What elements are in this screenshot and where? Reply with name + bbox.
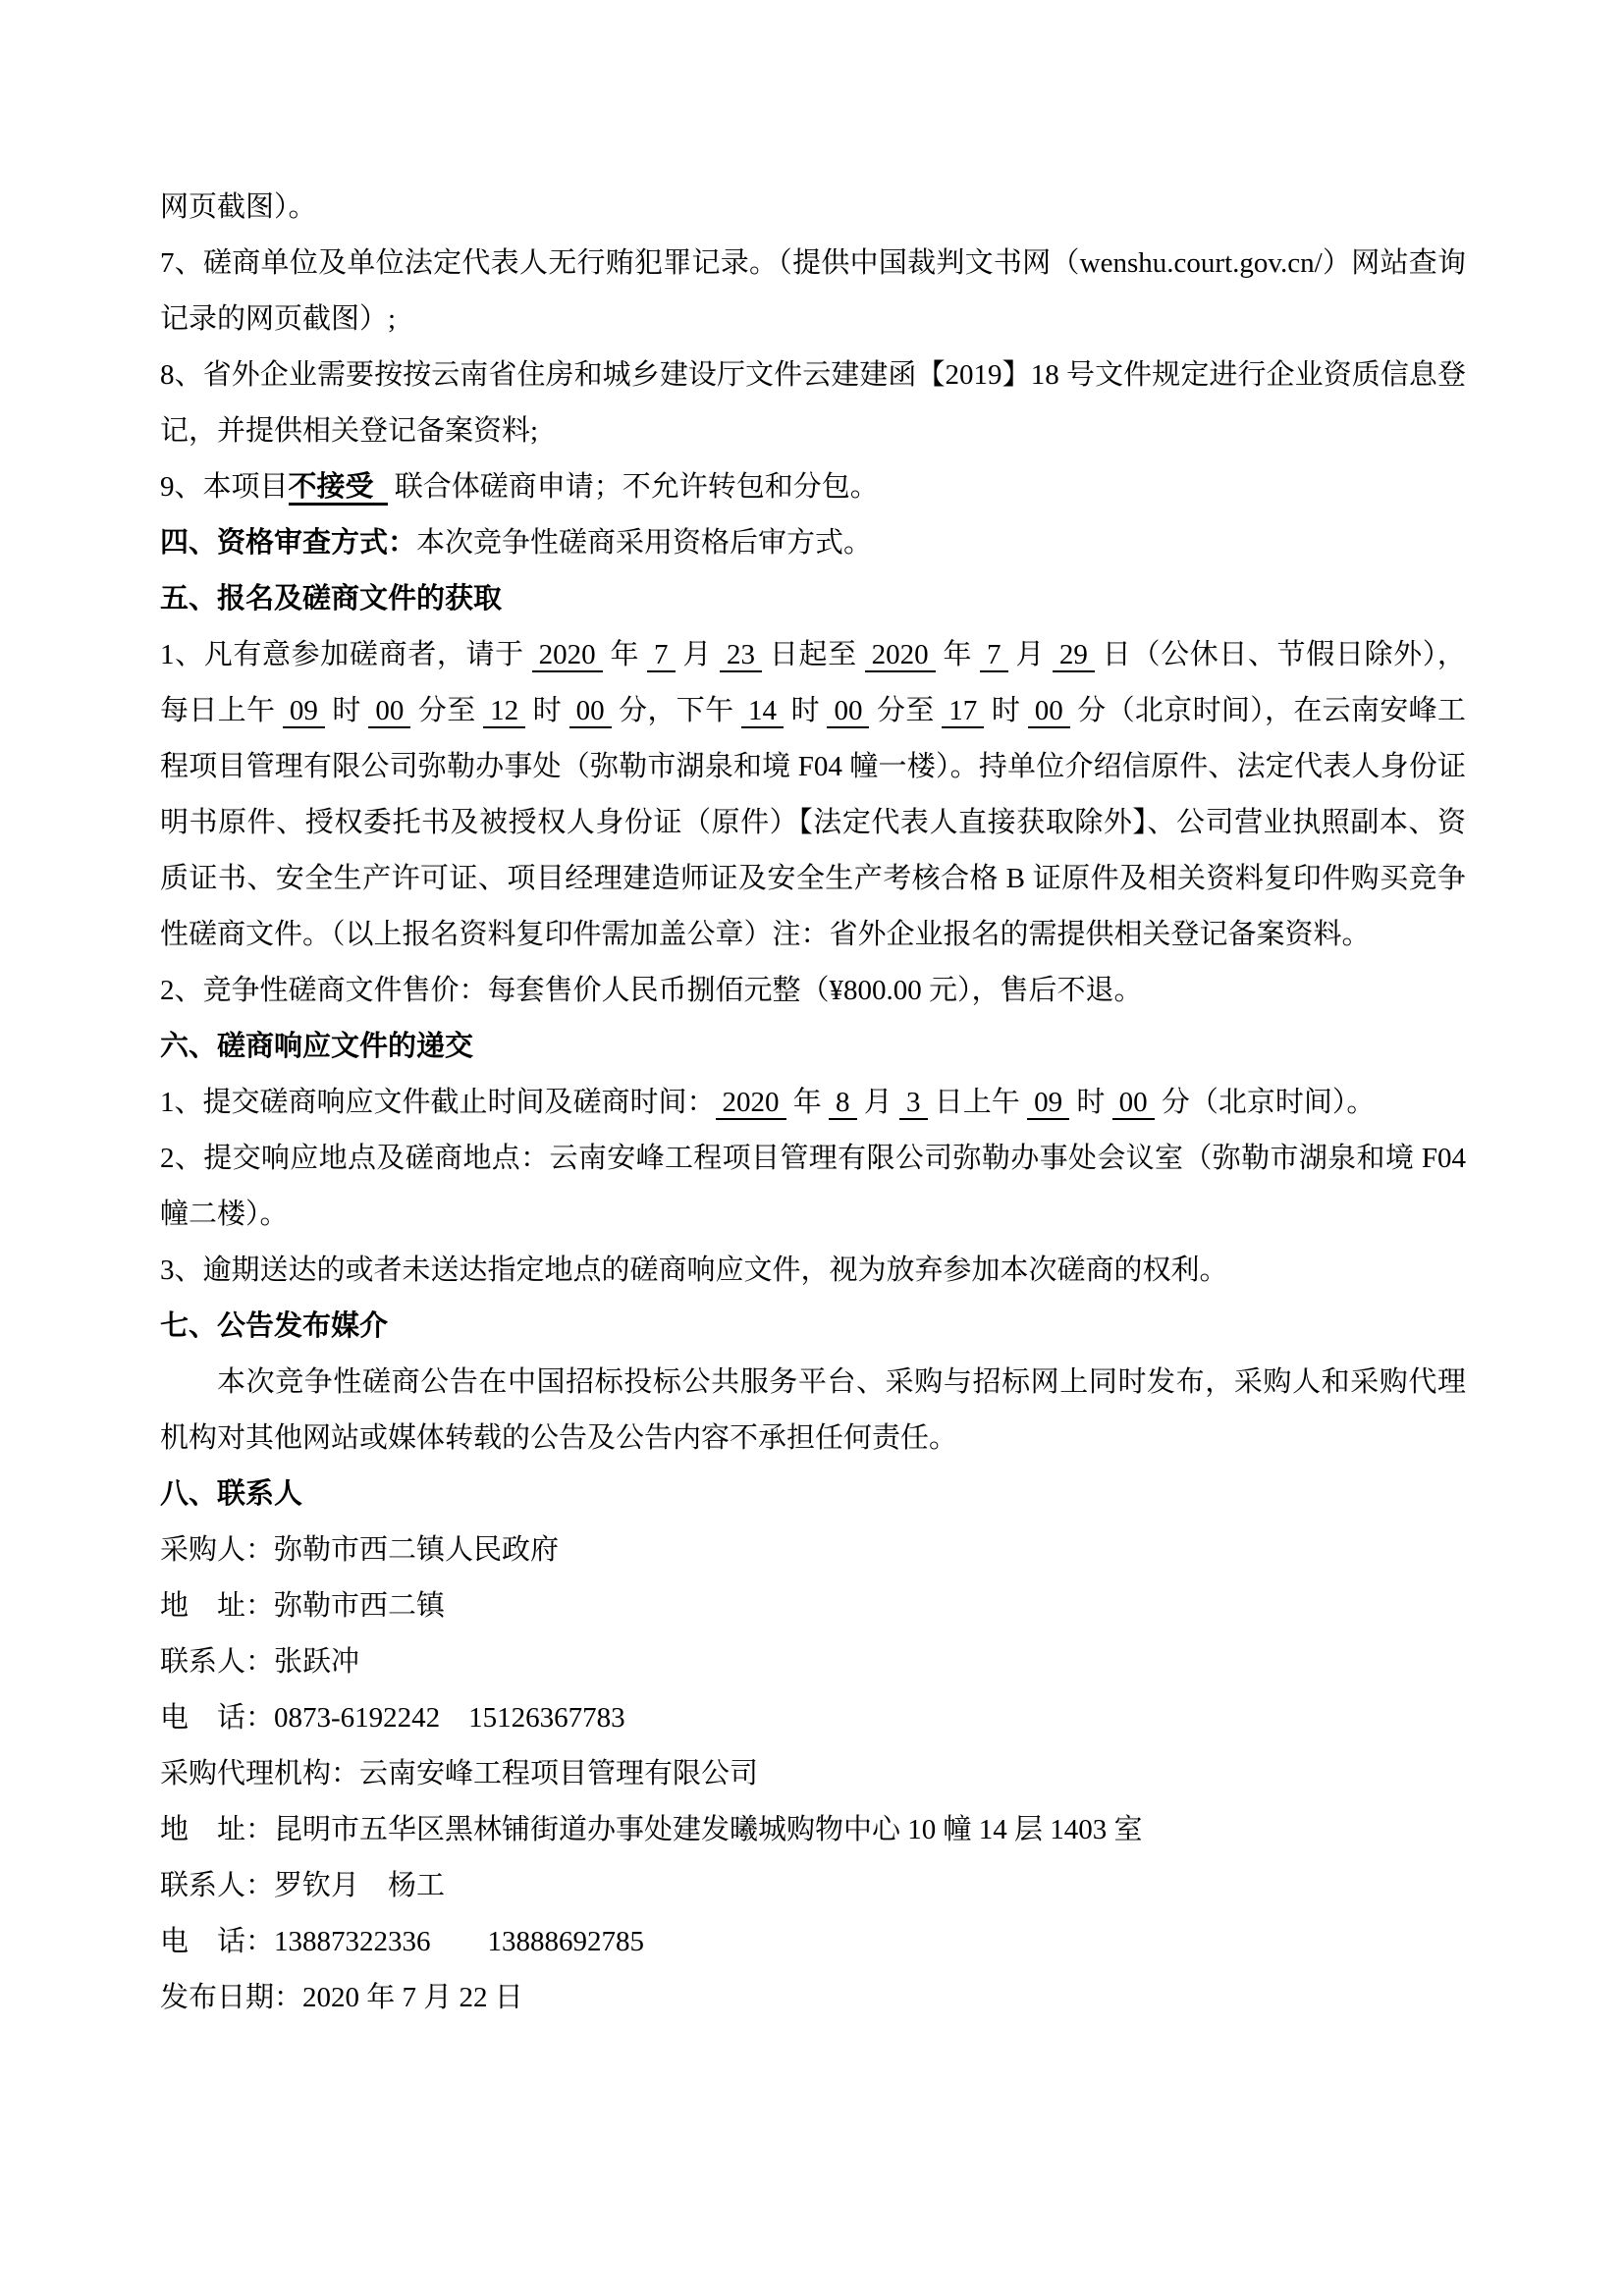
text-run: 联系人：张跃冲 [160, 1646, 360, 1678]
underlined-blank-value: 23 [720, 639, 762, 672]
contact-purchaser [160, 1522, 1466, 1578]
text-run: 分至 [869, 695, 943, 726]
text-run: 电 话：0873-6192242 15126367783 [160, 1702, 625, 1734]
bold-heading-text: 八、联系人 [160, 1478, 303, 1510]
text-run: 时 [784, 695, 828, 726]
text-run: 分至 [410, 695, 484, 726]
contact-agency-phone [160, 1914, 1466, 1970]
underlined-blank-value: 00 [827, 695, 869, 728]
text-run: 年 [785, 1087, 830, 1118]
text-run: 2、提交响应地点及磋商地点：云南安峰工程项目管理有限公司弥勒办事处会议室（弥勒市湖泉和境 F04 幢二楼）。 [160, 1143, 1466, 1230]
heading-section-6-response-document-submission [160, 1019, 1466, 1075]
bold-heading-text: 六、磋商响应文件的递交 [160, 1031, 474, 1062]
text-run: 电 话：13887322336 13888692785 [160, 1926, 645, 1957]
heading-section-7-announcement-media [160, 1299, 1466, 1355]
heading-section-8-contacts [160, 1467, 1466, 1522]
paragraph-section6-item-1-deadline [160, 1075, 1466, 1131]
text-run: 1、凡有意参加磋商者，请于 [160, 639, 532, 670]
text-run: 联系人：罗钦月 杨工 [160, 1870, 446, 1901]
publish-date [160, 1970, 1466, 2026]
text-run: 地 址：昆明市五华区黑林铺街道办事处建发曦城购物中心 10 幢 14 层 1403 室 [160, 1814, 1143, 1845]
text-run: 3、逾期送达的或者未送达指定地点的磋商响应文件，视为放弃参加本次磋商的权利。 [160, 1255, 1228, 1286]
text-run: 2、竞争性磋商文件售价：每套售价人民币捌佰元整（¥800.00 元），售后不退。 [160, 975, 1143, 1006]
paragraph-section5-item-2-price [160, 963, 1466, 1019]
text-run: 8、省外企业需要按按云南省住房和城乡建设厅文件云建建函【2019】18 号文件规定进行企业资质信息登记，并提供相关登记备案资料; [160, 359, 1466, 447]
underlined-blank-value: 09 [283, 695, 325, 728]
text-run: 9、本项目 [160, 471, 289, 503]
contact-purchaser-phone [160, 1690, 1466, 1746]
bold-heading-text: 四、资格审查方式： [160, 527, 417, 559]
text-run: 地 址：弥勒市西二镇 [160, 1590, 446, 1622]
paragraph-item6-continuation [160, 180, 1466, 236]
text-run: 日（公休日、节假日除外），每日上午 [160, 639, 1466, 726]
text-run: 1、提交磋商响应文件截止时间及磋商时间： [160, 1087, 716, 1118]
underlined-blank-value: 2020 [716, 1087, 786, 1120]
underlined-blank-value: 17 [942, 695, 984, 728]
paragraph-item-9 [160, 459, 1466, 515]
underlined-blank-value: 8 [829, 1087, 857, 1120]
paragraph-item-8 [160, 347, 1466, 459]
text-run: 分，下午 [611, 695, 741, 726]
text-run: 网页截图）。 [160, 191, 317, 223]
underlined-blank-value: 12 [483, 695, 525, 728]
underlined-blank-value: 00 [1028, 695, 1070, 728]
bold-heading-text: 七、公告发布媒介 [160, 1310, 389, 1342]
text-run: 时 [984, 695, 1028, 726]
text-run: 采购人：弥勒市西二镇人民政府 [160, 1534, 560, 1566]
heading-section-5-registration-and-document-obtainment [160, 571, 1466, 627]
text-run: 本次竞争性磋商公告在中国招标投标公共服务平台、采购与招标网上同时发布，采购人和采购代理机构对其他网站或媒体转载的公告及公告内容不承担任何责任。 [160, 1366, 1466, 1454]
document-body [160, 180, 1466, 2026]
underlined-blank-value: 00 [569, 695, 612, 728]
text-run: 7、磋商单位及单位法定代表人无行贿犯罪记录。（提供中国裁判文书网（wenshu.court.gov.cn/）网站查询记录的网页截图）; [160, 247, 1466, 335]
contact-agency-address [160, 1802, 1466, 1858]
underlined-blank-value: 00 [368, 695, 410, 728]
bold-heading-text: 五、报名及磋商文件的获取 [160, 583, 503, 614]
text-run: 时 [324, 695, 369, 726]
underlined-blank-value: 3 [899, 1087, 928, 1120]
underlined-blank-value: 2020 [865, 639, 936, 672]
contact-purchaser-address [160, 1578, 1466, 1634]
underlined-bold-text: 不接受 [289, 471, 388, 506]
text-run: 分（北京时间）。 [1154, 1087, 1376, 1118]
text-run: 年 [602, 639, 648, 670]
text-run: 分（北京时间），在云南安峰工程项目管理有限公司弥勒办事处（弥勒市湖泉和境 F04 幢一楼）。持单位介绍信原件、法定代表人身份证明书原件、授权委托书及被授权人身份证（原件）【法定代表人直接获取除外】、公司营业执照副本、资质证书、安全生产许可证、项目经理建造师证及安全生产考核合格 B 证原件及相关资料复印件购买竞争性磋商文件。（以上报名资料复印件需加盖公章）注：省外企业报名的需提供相关登记备案资料。 [160, 695, 1466, 950]
underlined-blank-value: 00 [1112, 1087, 1155, 1120]
paragraph-section5-item-1 [160, 627, 1466, 963]
paragraph-section6-item-3-late-delivery [160, 1243, 1466, 1299]
text-run: 日起至 [761, 639, 865, 670]
text-run: 时 [1069, 1087, 1112, 1118]
underlined-blank-value: 2020 [532, 639, 603, 672]
underlined-blank-value: 29 [1053, 639, 1095, 672]
underlined-blank-value: 14 [741, 695, 784, 728]
text-run: 发布日期：2020 年 7 月 22 日 [160, 1982, 523, 2013]
text-run: 年 [935, 639, 981, 670]
text-run: 联合体磋商申请；不允许转包和分包。 [387, 471, 879, 503]
contact-agency-person [160, 1858, 1466, 1914]
paragraph-section7-body [160, 1355, 1466, 1467]
text-run: 月 [856, 1087, 900, 1118]
text-run: 月 [1007, 639, 1053, 670]
heading-section-4-qualification-review [160, 515, 1466, 571]
paragraph-item-7 [160, 236, 1466, 347]
text-run: 本次竞争性磋商采用资格后审方式。 [416, 527, 873, 559]
underlined-blank-value: 7 [980, 639, 1008, 672]
text-run: 采购代理机构：云南安峰工程项目管理有限公司 [160, 1758, 759, 1789]
text-run: 时 [525, 695, 569, 726]
contact-purchaser-person [160, 1634, 1466, 1690]
underlined-blank-value: 7 [647, 639, 676, 672]
text-run: 日上午 [927, 1087, 1028, 1118]
contact-agency [160, 1746, 1466, 1802]
underlined-blank-value: 09 [1027, 1087, 1069, 1120]
text-run: 月 [675, 639, 720, 670]
paragraph-section6-item-2-location [160, 1131, 1466, 1243]
